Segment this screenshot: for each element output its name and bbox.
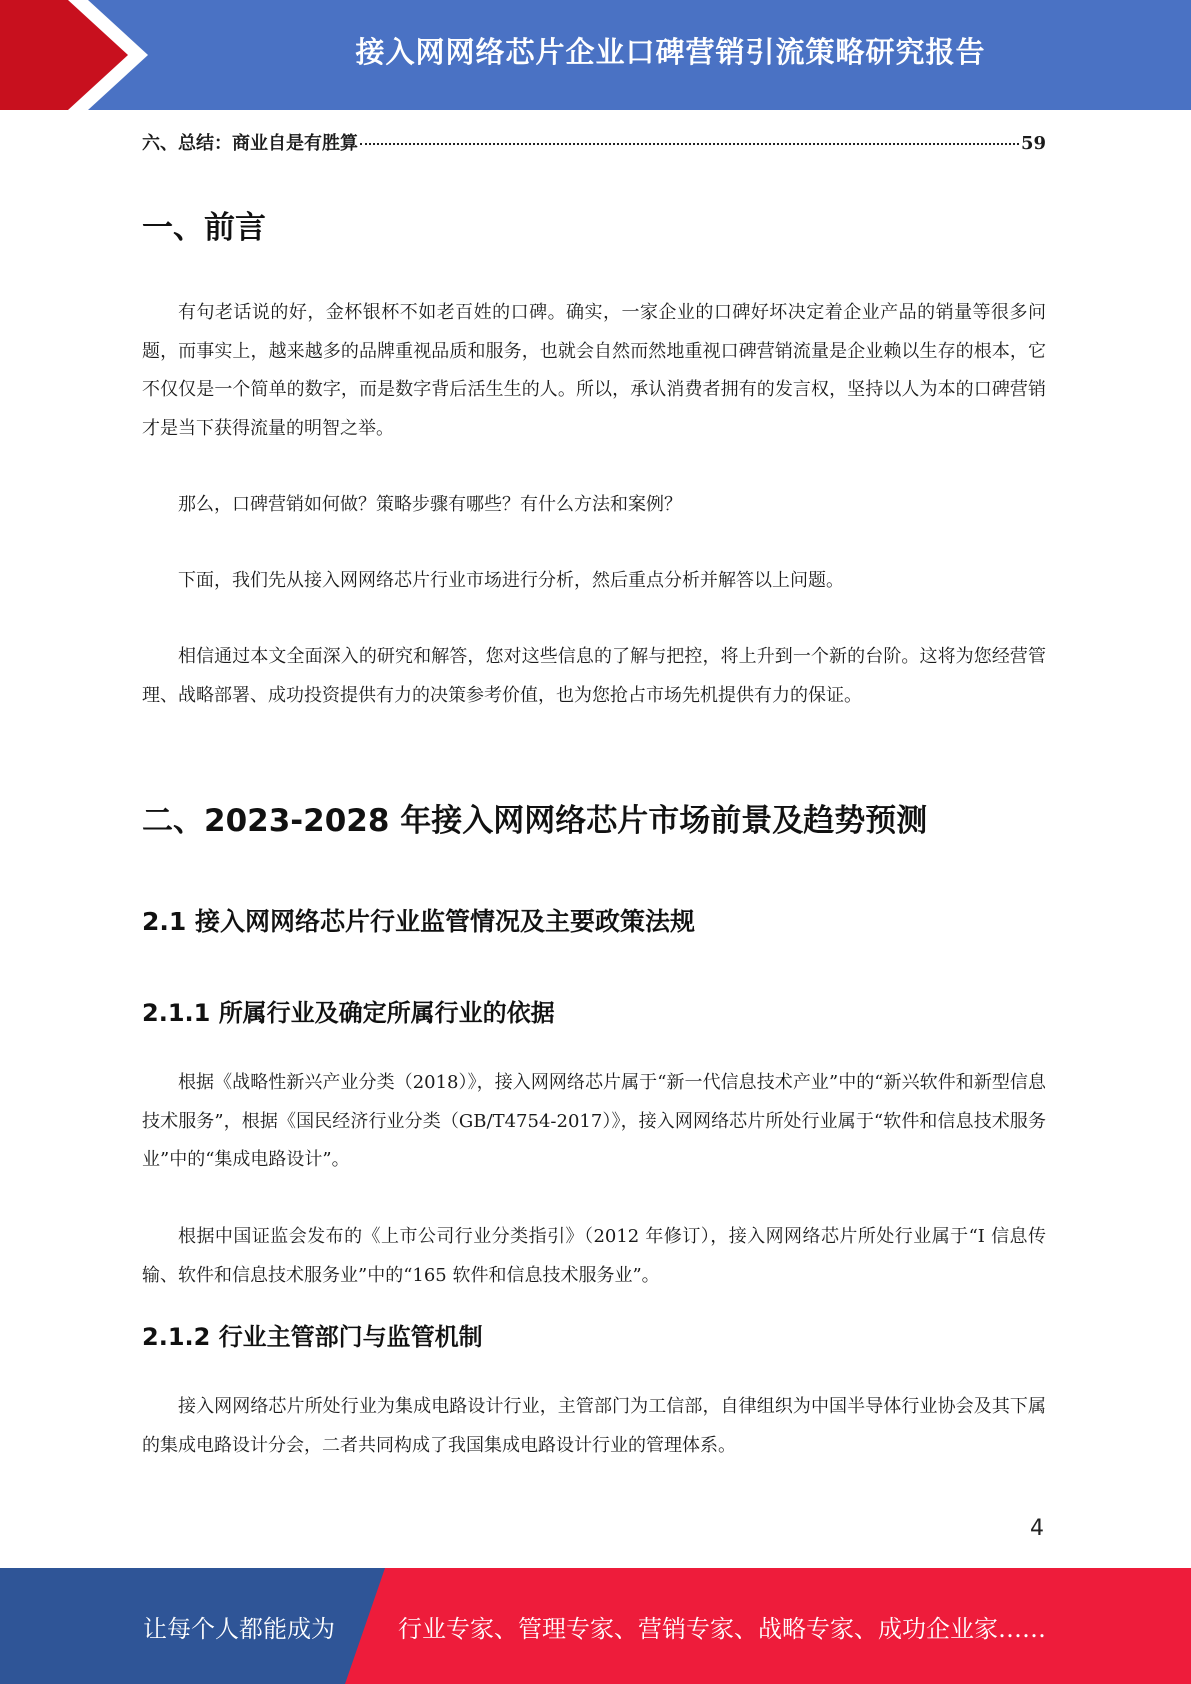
section-2-1-1-paragraph-1: 根据《战略性新兴产业分类（2018）》，接入网网络芯片属于“新一代信息技术产业”中的“新兴软件和新型信息技术服务”，根据《国民经济行业分类（GB/T4754-2017）》，接入网网络芯片所处行业属于“软件和信息技术服务业”中的“集成电路设计”。: [142, 1072, 1046, 1170]
section-heading-market: 二、2023-2028 年接入网网络芯片市场前景及趋势预测: [142, 803, 928, 839]
footer-slogan-left: 让每个人都能成为: [143, 1614, 335, 1643]
toc-dot-leader: [360, 143, 1019, 145]
header-arrow-decoration: [0, 0, 160, 110]
preface-paragraph-4: 相信通过本文全面深入的研究和解答，您对这些信息的了解与把控，将上升到一个新的台阶。这将为您经营管理、战略部署、成功投资提供有力的决策参考价值，也为您抢占市场先机提供有力的保证。: [142, 646, 1046, 706]
section-heading-preface: 一、前言: [142, 210, 266, 246]
section-2-1-1-paragraph-2: 根据中国证监会发布的《上市公司行业分类指引》（2012 年修订），接入网网络芯片所处行业属于“I 信息传输、软件和信息技术服务业”中的“165 软件和信息技术服务业”。: [142, 1226, 1046, 1286]
toc-entry-text: 六、总结：商业自是有胜算: [142, 133, 358, 154]
preface-paragraph-1: 有句老话说的好，金杯银杯不如老百姓的口碑。确实，一家企业的口碑好坏决定着企业产品的销量等很多问题，而事实上，越来越多的品牌重视品质和服务，也就会自然而然地重视口碑营销流量是企业赖以生存的根本，它不仅仅是一个简单的数字，而是数字背后活生生的人。所以，承认消费者拥有的发言权，坚持以人为本的口碑营销才是当下获得流量的明智之举。: [142, 302, 1046, 439]
report-title: 接入网网络芯片企业口碑营销引流策略研究报告: [355, 34, 986, 69]
header-banner: [0, 0, 1191, 110]
subsection-heading-2-1: 2.1 接入网网络芯片行业监管情况及主要政策法规: [142, 907, 695, 936]
page-number: 4: [1030, 1516, 1044, 1541]
footer-slogan-right: 行业专家、管理专家、营销专家、战略专家、成功企业家……: [398, 1614, 1046, 1643]
footer-banner: [0, 1568, 1191, 1684]
toc-entry[interactable]: [142, 129, 1046, 155]
subsection-heading-2-1-1: 2.1.1 所属行业及确定所属行业的依据: [142, 999, 555, 1027]
toc-page-number: 59: [1020, 133, 1046, 154]
preface-paragraph-3: 下面，我们先从接入网网络芯片行业市场进行分析，然后重点分析并解答以上问题。: [178, 570, 844, 591]
subsection-heading-2-1-2: 2.1.2 行业主管部门与监管机制: [142, 1323, 483, 1351]
section-2-1-2-paragraph-1: 接入网网络芯片所处行业为集成电路设计行业，主管部门为工信部，自律组织为中国半导体行业协会及其下属的集成电路设计分会，二者共同构成了我国集成电路设计行业的管理体系。: [142, 1396, 1046, 1456]
preface-paragraph-2: 那么，口碑营销如何做？策略步骤有哪些？有什么方法和案例？: [178, 494, 682, 515]
